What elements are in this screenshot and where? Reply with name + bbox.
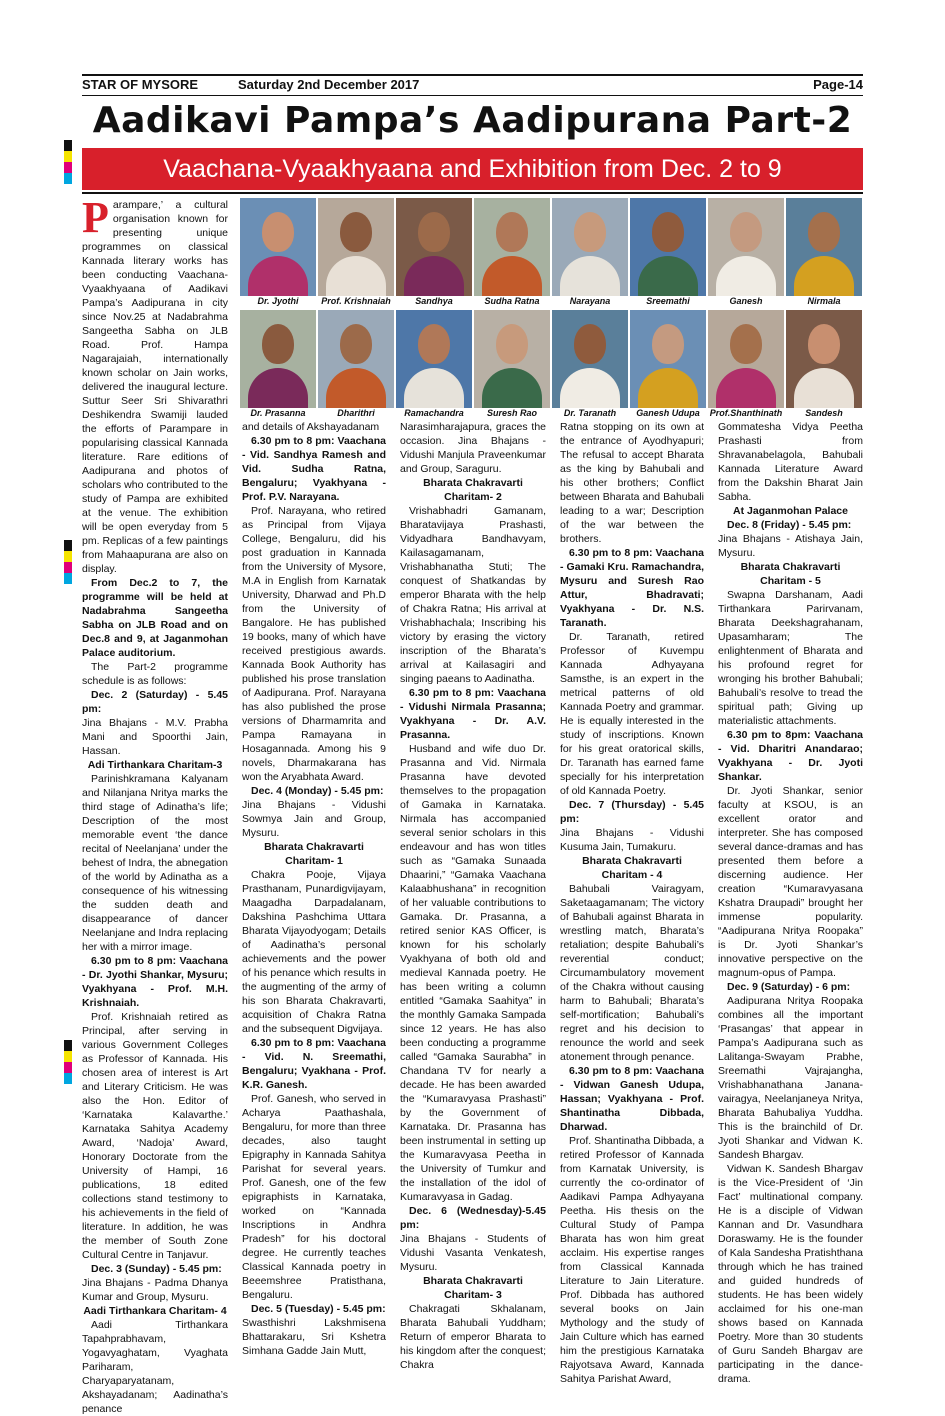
section-heading: Bharata Chakravarti Charitam- 3 [423,1275,523,1301]
registration-mark [64,1040,72,1084]
masthead [82,77,863,95]
schedule-note: From Dec.2 to 7, the programme will be held at Nadabrahma Sangeetha Sabha on JLB Road and on Dec.8 and 9, at Jaganmohan Palace auditorium. [82,577,228,659]
paragraph: Husband and wife duo Dr. Prasanna and Vid. Nirmala Prasanna have devoted themselves to the propagation of Gamaka in Karnataka. Nirmala has accompanied several senior scholars in this endeavour and has won titles such as “Gamaka Sunaada Dhaarini,” “Gamaka Vaachana Kalaabhushana” in recognition of her valuable contributions to Gamaka. Dr. Prasanna, a retired senior KAS Officer, is known for his scholarly Vyakhyana of both old and medieval Kannada poetry. He has been writing a column entitled “Gamaka Saahitya” in the monthly Gamaka Sampada since 12 years. He has also been conducting a programme called “Gamaka Saurabha” in Chandana TV for nearly a decade. He has been awarded the “Kumaravyasa Prashasti” by the Government of Karnataka. Dr. Prasanna has been instrumental in setting up the Kumaravyasa Peetha in the University of Tumkur and the installation of the idol of Kumaravyasa in Gadag. [400,743,546,1203]
schedule-heading: 6.30 pm to 8 pm: Vaachana - Vid. Sandhya Ramesh and Vid. Sudha Ratna, Bengaluru; Vyakhyana - Prof. P.V. Narayana. [242,435,386,503]
portrait-photo [240,310,316,408]
portrait-photo [630,198,706,296]
paragraph: Swasthishri Lakshmisena Bhattarakaru, Sri Kshetra Simhana Gadde Jain Mutt, [242,1317,386,1357]
portrait-photo [240,198,316,296]
article-column-2 [242,420,386,1358]
section-heading: Adi Tirthankara Charitam-3 [87,759,223,771]
paragraph: Parinishkramana Kalyanam and Nilanjana Nritya marks the third stage of Adinatha’s life; Description of the most memorable event ‘the dance recital of Neelanjana’ under the behest of Indra, the abnegation of the world by Adinatha as a consequence of his witnessing the sudden death and disappearance of dancer Neelanjane and Indra replacing her with a mirror image. [82,773,228,953]
paragraph: Jina Bhajans - Vidushi Kusuma Jain, Tumakuru. [560,827,704,853]
paragraph: Chakra Pooje, Vijaya Prasthanam, Punardigvijayam, Maagadha Darpadalanam, Dakshina Pashchima Uttara Bharata Vijayodyogam; Details of Aadinatha’s personal achievements and the power of his penance which results in the augmenting of the army of his son Bharata Chakravarti, acquisition of Chakra Ratna and the subsequent Digvijaya. [242,869,386,1035]
article-column-3 [400,420,546,1372]
portrait-photo [396,198,472,296]
section-heading: Bharata Chakravarti Charitam- 2 [423,477,523,503]
registration-mark [64,140,72,184]
photo-caption: Sandesh [805,408,843,418]
photo-caption: Narayana [569,296,611,306]
paragraph: Dr. Taranath, retired Professor of Kuvempu Kannada Adhyayana Samsthe, is an expert in the metrical patterns of old Kannada Poetry and grammar. He is equally interested in the study of inscriptions. Known for his great oratorical skills, Dr. Taranath has earned fame specially for his interpretation of old Kannada Poetry. [560,631,704,797]
section-heading: At Jaganmohan Palace [733,505,848,517]
portrait-photo [708,198,784,296]
photo-caption: Dharithri [337,408,375,418]
paragraph: Dr. Jyoti Shankar, senior faculty at KSOU, is an excellent orator and interpreter. She has composed several dance-dramas and has presented them before a discerning audience. Her creation “Kumaravyasana Kshatra Draupadi” brought her immense popularity. “Aadipurana Nritya Roopaka” is Dr. Jyoti Shankar’s innovative perspective on the magnum-opus of Pampa. [718,785,863,979]
schedule-heading: Dec. 8 (Friday) - 5.45 pm: [727,519,852,531]
paragraph: Swapna Darshanam, Aadi Tirthankara Parirvanam, Bharata Deekshagrahanam, Upasamharam; The enlightenment of Bharata and his profound regret for wronging his brother Bahubali; Bahubali’s resolve to tread the spiritual path; Giving up materialistic attachments. [718,589,863,727]
photo-caption: Nirmala [807,296,841,306]
paragraph: Jina Bhajans - Vidushi Sowmya Jain and Group, Mysuru. [242,799,386,839]
schedule-heading: 6.30 pm to 8 pm: Vaachana - Gamaki Kru. Ramachandra, Mysuru and Suresh Rao Attur, Bhadravati; Vyakhyana - Dr. N.S. Taranath. [560,547,704,629]
portrait-photo [318,310,394,408]
paragraph: Vidwan K. Sandesh Bhargav is the Vice-President of ‘Jin Fact’ multinational company. He is a disciple of Vidwan Kannan and Dr. Vasundhara Doraswamy. He is the founder of Kala Sandesha Pratishthana through which he has trained and guided hundreds of students. He has been widely acclaimed for his one-man shows based on Kannada Poetry. More than 30 students of Guru Sandeh Bhargav are participating in the dance-drama. [718,1163,863,1385]
portrait-photo [396,310,472,408]
photo-caption: Prof. Krishnaiah [321,296,391,306]
headline: Aadikavi Pampa’s Aadipurana Part-2 [92,100,853,141]
drop-cap: P [82,193,109,242]
photo-caption: Ganesh Udupa [636,408,700,418]
paragraph: Ratna stopping on its own at the entrance of Ayodhyapuri; The refusal to accept Bharata as the king by Bahubali and his other brothers; Conflict between Bharata and Bahubali leading to a war; Description of the war between the brothers. [560,421,704,545]
photo-caption: Prof.Shanthinath [709,408,783,418]
portrait-photo [708,310,784,408]
schedule-heading: 6.30 pm to 8 pm: Vaachana - Dr. Jyothi Shankar, Mysuru; Vyakhyana - Prof. M.H. Krishnaiah. [82,955,228,1009]
photo-caption: Ramachandra [404,408,464,418]
page-number: Page-14 [813,77,863,92]
paragraph: Jina Bhajans - Students of Vidushi Vasanta Venkatesh, Mysuru. [400,1233,546,1273]
header-rule [82,74,863,76]
banner-rule [82,192,863,194]
paragraph: Bahubali Vairagyam, Saketaagamanam; The victory of Bahubali against Bharata in wrestling match, Bharata’s retaliation; despite Bahubali’s reverential conduct; Circumambulatory movement of the Chakra without causing harm to Bahubali; Bharata’s self-mortification; Bahubali’s regret and his decision to renounce the world and seek atonement through penance. [560,883,704,1063]
portrait-photo [552,310,628,408]
paragraph: Jina Bhajans - Atishaya Jain, Mysuru. [718,533,863,559]
portrait-photo [474,310,550,408]
paragraph: Vrishabhadri Gamanam, Bharatavijaya Prashasti, Vidyadhara Bandhavyam, Kailasagamanam, Vrishabhanatha Stuti; The conquest of Shatkandas by emperor Bharata with the help of Chakra Ratna; His arrival at Vrishabhachala; Inscribing his victory by erasing the victory inscription of the Bharata’s arrival at Kailasagiri and singing paeans to Aadinatha. [400,505,546,685]
schedule-heading: 6.30 pm to 8pm: Vaachana - Vid. Dharitri Anandarao; Vyakhyana - Dr. Jyoti Shankar. [718,729,863,783]
section-heading: Aadi Tirthankara Charitam- 4 [83,1305,227,1317]
schedule-heading: Dec. 7 (Thursday) - 5.45 pm: [560,799,704,825]
photo-caption: Dr. Taranath [563,408,617,418]
portrait-photo [630,310,706,408]
schedule-heading: Dec. 3 (Sunday) - 5.45 pm: [91,1263,222,1275]
article-column-5 [718,420,863,1386]
photo-caption: Sudha Ratna [484,296,540,306]
schedule-heading: 6.30 pm to 8 pm: Vaachana - Vid. N. Sreemathi, Bengaluru; Vyakhana - Prof. K.R. Ganesh. [242,1037,386,1091]
paragraph: and details of Akshayadanam [242,421,380,433]
issue-date: Saturday 2nd December 2017 [238,77,420,92]
section-heading: Bharata Chakravarti Charitam- 1 [264,841,364,867]
paragraph: Aadi Tirthankara Tapahprabhavam, Yogavyaghatam, Vyaghata Pariharam, Charyaparyatanam, Akshayadanam; Aadinatha’s penance [82,1319,228,1415]
section-heading: Bharata Chakravarti Charitam - 4 [582,855,682,881]
paragraph: Gommatesha Vidya Peetha Prashasti from Shravanabelagola, Bahubali Kannada Literature Award from the Dakshin Bharat Jain Sabha. [718,421,863,503]
photo-caption: Dr. Jyothi [257,296,299,306]
schedule-heading: Dec. 9 (Saturday) - 6 pm: [727,981,851,993]
paragraph: Prof. Krishnaiah retired as Principal, after serving in various Government Colleges as Professor of Kannada. His chosen area of interest is Art and Literary Criticism. He was also the Hon. Editor of ‘Karnataka Kalavarthe.’ Karnataka Sahitya Academy Award, ‘Nadoja’ Award, Honorary Doctorate from the University of Hampi, 16 publications, 18 edited collections stand testimony to his achievements in the field of literature. In addition, he was the member of South Zone Cultural Centre in Tanjavur. [82,1011,228,1261]
schedule-heading: 6.30 pm to 8 pm: Vaachana - Vidushi Nirmala Prasanna; Vyakhyana - Dr. A.V. Prasanna. [400,687,546,741]
photo-caption: Sreemathi [646,296,690,306]
photo-caption: Suresh Rao [486,408,537,418]
schedule-heading: 6.30 pm to 8 pm: Vaachana - Vidwan Ganesh Udupa, Hassan; Vyakhyana - Prof. Shantinatha Dibbada, Dharwad. [560,1065,704,1133]
subhead-banner: Vaachana-Vyaakhyaana and Exhibition from Dec. 2 to 9 [82,148,863,190]
portrait-photo [318,198,394,296]
paragraph: Prof. Ganesh, who served in Acharya Paathashala, Bengaluru, for more than three decades, also taught Epigraphy in Kannada Sahitya Parishat for several years. Prof. Ganesh, one of the few epigraphists in Karnataka, worked on “Kannada Inscriptions in Andhra Pradesh” for his doctoral degree. He currently teaches Classical Kannada poetry in Beeemshree Pratisthana, Bengaluru. [242,1093,386,1301]
portrait-photo [786,198,862,296]
paragraph: Chakragati Skhalanam, Bharata Bahubali Yuddham; Return of emperor Bharata to his kingdom after the conquest; Chakra [400,1303,546,1371]
article-column-1 [82,193,228,1416]
paragraph: Aadipurana Nritya Roopaka combines all the important ‘Prasangas’ that appear in Pampa’s Aadipurana such as Lalitanga-Swayam Prabhe, Sreemathi Vajrajangha, Vrishabhanathana Janana-vairagya, Neelanjaneya Nritya, Bharata Bahubaliya Yuddha. This is the brainchild of Dr. Jyoti Shankar and Vidwan K. Sandesh Bhargav. [718,995,863,1161]
schedule-heading: Dec. 4 (Monday) - 5.45 pm: [251,785,384,797]
paragraph: Prof. Narayana, who retired as Principal from Vijaya College, Bengaluru, did his post graduation in Kannada from the University of Mysore, M.A in English from Karnatak University, Dharwad and Ph.D from the University of Bangalore. He has published 19 books, many of which have received prestigious awards. Kannada Book Authority has published his prose translation of Aadipurana. Prof. Narayana has also published the prose versions of Dharmamrita and Pampa Ramayana in Hosagannada. Among his 9 novels, Dharmakarana has won the Aryabhata Award. [242,505,386,783]
section-heading: Bharata Chakravarti Charitam - 5 [740,561,841,587]
schedule-heading: Dec. 2 (Saturday) - 5.45 pm: [82,689,228,715]
photo-caption: Sandhya [415,296,453,306]
portrait-photo [552,198,628,296]
schedule-heading: Dec. 5 (Tuesday) - 5.45 pm: [251,1303,386,1315]
photo-caption: Dr. Prasanna [250,408,306,418]
photo-caption: Ganesh [729,296,763,306]
schedule-heading: Dec. 6 (Wednesday)-5.45 pm: [400,1205,546,1231]
article-column-4 [560,420,704,1386]
photo-grid [240,198,862,418]
paragraph: The Part-2 programme schedule is as follows: [82,661,228,687]
paragraph: Prof. Shantinatha Dibbada, a retired Professor of Kannada from Karnatak University, is currently the co-ordinator of Aadikavi Pampa Adhyayana Peetha. His thesis on the Cultural Study of Pampa Bharata has won him great acclaim. His expertise ranges from Classical Kannada Literature to Jain Literature. Prof. Dibbada has authored several books on Jain Mythology and the study of Jain Culture which has earned him the prestigious Karnataka Rajyotsava Award, Kannada Sahitya Parishat Award, [560,1135,704,1385]
portrait-photo [474,198,550,296]
portrait-photo [786,310,862,408]
publication-name: STAR OF MYSORE [82,77,199,92]
paragraph: Jina Bhajans - Padma Dhanya Kumar and Group, Mysuru. [82,1277,228,1303]
registration-mark [64,540,72,584]
paragraph: Jina Bhajans - M.V. Prabha Mani and Spoorthi Jain, Hassan. [82,717,228,757]
intro-paragraph: arampare,’ a cultural organisation known for presenting unique programmes on classical Kannada literary works has been conducting Vaachana-Vyaakhyaana of Aadikavi Pampa’s Aadipurana in city since Nov.25 at Nadabrahma Sangeetha Sabha on JLB Road. Prof. Hampa Nagarajaiah, internationally known scholar on Jain works, delivered the inaugural lecture. Suttur Seer Sri Shivarathri Deshikendra Swamiji lauded the efforts of Parampare in popularising classical Kannada literature. Rare editions of Aadipurana and photos of scholars who contributed to the study of Pampa are exhibited at the venue. The exhibition will be open everyday from 5 pm. Replicas of a few paintings from Mahaapurana are also on display. [82,199,228,575]
paragraph: Narasimharajapura, graces the occasion. Jina Bhajans - Vidushi Manjula Praveenkumar and Group, Saraguru. [400,421,546,475]
